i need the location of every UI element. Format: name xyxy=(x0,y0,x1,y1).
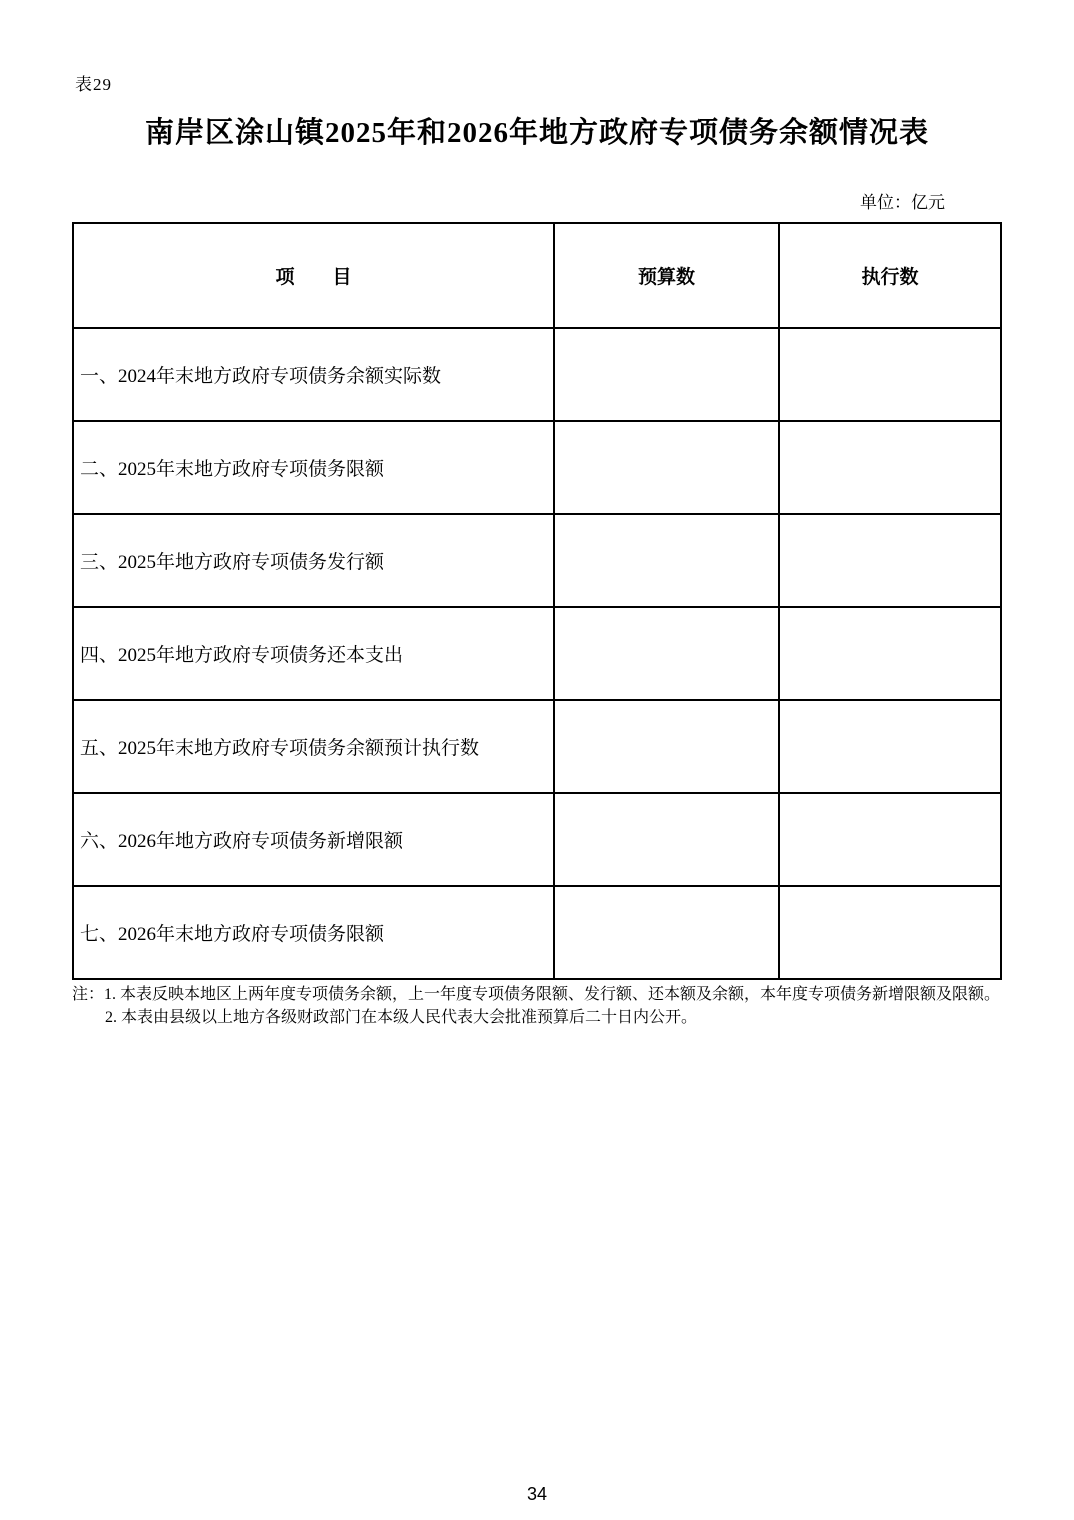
sheet-label: 表29 xyxy=(75,75,112,94)
budget-value-cell xyxy=(554,793,779,886)
budget-value-cell xyxy=(554,421,779,514)
row-item-label: 六、2026年地方政府专项债务新增限额 xyxy=(73,793,554,886)
table-row xyxy=(73,514,1001,607)
column-header-item: 项 目 xyxy=(73,223,554,328)
execution-value-cell xyxy=(779,421,1001,514)
table-row xyxy=(73,700,1001,793)
note-2: 2. 本表由县级以上地方各级财政部门在本级人民代表大会批准预算后二十日内公开。 xyxy=(105,1009,698,1026)
budget-value-cell xyxy=(554,886,779,979)
budget-value-cell xyxy=(554,514,779,607)
table-row xyxy=(73,886,1001,979)
column-header-budget: 预算数 xyxy=(554,223,779,328)
row-item-label: 四、2025年地方政府专项债务还本支出 xyxy=(73,607,554,700)
budget-value-cell xyxy=(554,607,779,700)
budget-value-cell xyxy=(554,328,779,421)
table-row xyxy=(73,607,1001,700)
row-item-label: 三、2025年地方政府专项债务发行额 xyxy=(73,514,554,607)
notes xyxy=(72,983,1010,1029)
column-header-execution: 执行数 xyxy=(779,223,1001,328)
execution-value-cell xyxy=(779,514,1001,607)
page-title: 南岸区涂山镇2025年和2026年地方政府专项债务余额情况表 xyxy=(144,117,929,149)
page-number: 34 xyxy=(526,1484,548,1504)
unit-label: 单位：亿元 xyxy=(860,193,945,212)
execution-value-cell xyxy=(779,886,1001,979)
row-item-label: 五、2025年末地方政府专项债务余额预计执行数 xyxy=(73,700,554,793)
execution-value-cell xyxy=(779,700,1001,793)
table-row xyxy=(73,328,1001,421)
table-row xyxy=(73,793,1001,886)
row-item-label: 七、2026年末地方政府专项债务限额 xyxy=(73,886,554,979)
row-item-label: 二、2025年末地方政府专项债务限额 xyxy=(73,421,554,514)
row-item-label: 一、2024年末地方政府专项债务余额实际数 xyxy=(73,328,554,421)
header-row xyxy=(73,223,1001,328)
note-1: 注：1. 本表反映本地区上两年度专项债务余额，上一年度专项债务限额、发行额、还本额及余额，本年度专项债务新增限额及限额。 xyxy=(72,986,1001,1003)
execution-value-cell xyxy=(779,793,1001,886)
execution-value-cell xyxy=(779,328,1001,421)
execution-value-cell xyxy=(779,607,1001,700)
debt-balance-table xyxy=(72,222,1002,980)
budget-value-cell xyxy=(554,700,779,793)
table-row xyxy=(73,421,1001,514)
